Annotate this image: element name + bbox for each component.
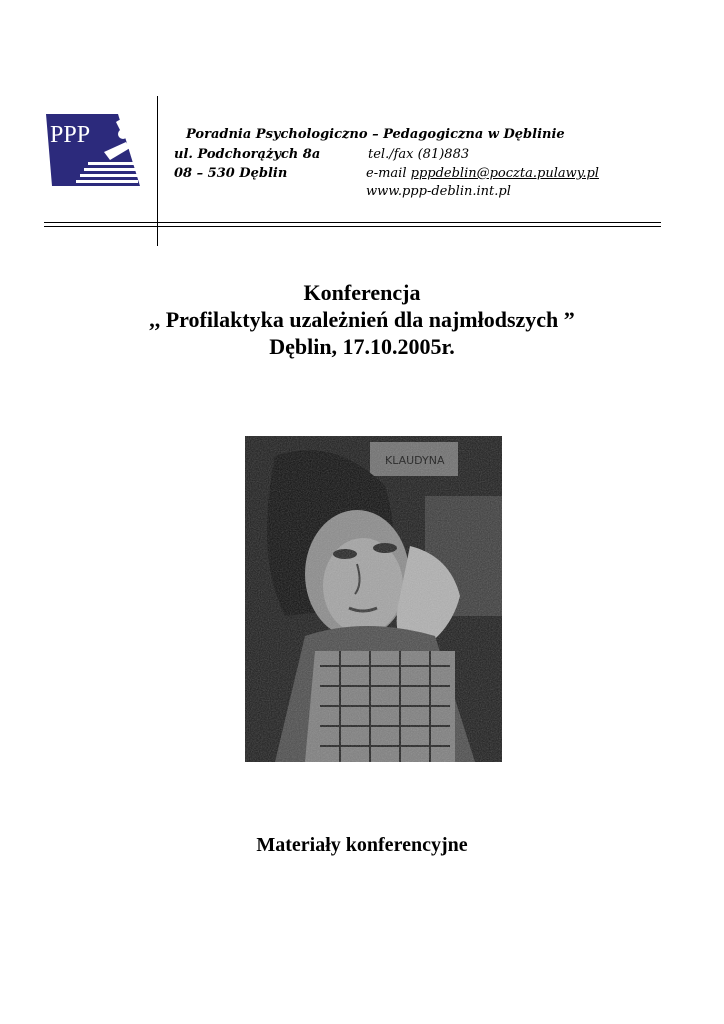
title-line-2: ,, Profilaktyka uzależnień dla najmłodszych ” bbox=[149, 307, 575, 332]
header-vertical-divider bbox=[157, 96, 158, 246]
org-name: Poradnia Psychologiczno – Pedagogiczna w Dęblinie bbox=[186, 127, 565, 142]
org-email bbox=[366, 166, 599, 181]
svg-text:PPP: PPP bbox=[50, 122, 91, 148]
org-tel: tel./fax (81)883 bbox=[368, 147, 470, 162]
portrait-photo bbox=[245, 436, 502, 762]
title-line-1: Konferencja bbox=[303, 280, 421, 305]
org-website[interactable]: www.ppp-deblin.int.pl bbox=[366, 184, 511, 199]
ppp-logo bbox=[44, 112, 140, 188]
header-rule-bottom bbox=[44, 226, 661, 227]
title-line-3: Dęblin, 17.10.2005r. bbox=[269, 334, 455, 359]
email-prefix: e-mail bbox=[366, 166, 411, 181]
conference-title bbox=[0, 279, 724, 360]
org-street: ul. Podchorążych 8a bbox=[174, 147, 321, 162]
header-rule-top bbox=[44, 222, 661, 223]
email-link[interactable]: pppdeblin@poczta.pulawy.pl bbox=[410, 166, 599, 181]
org-city: 08 – 530 Dęblin bbox=[174, 166, 288, 181]
materials-caption: Materiały konferencyjne bbox=[256, 834, 468, 856]
